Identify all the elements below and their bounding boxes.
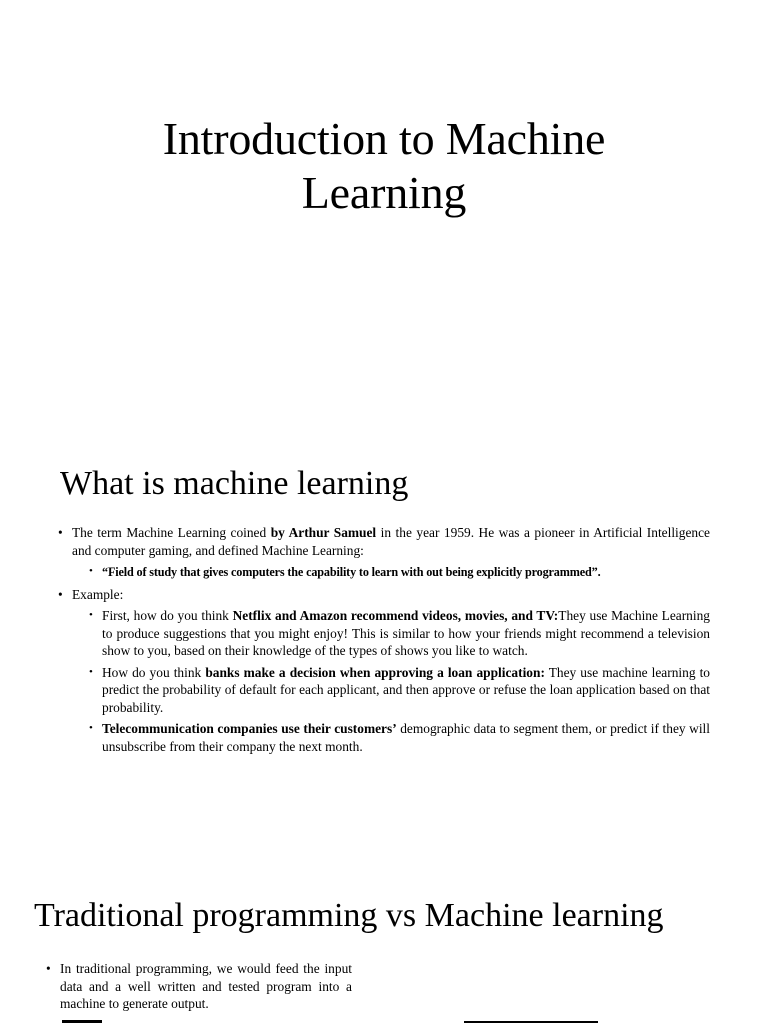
sub-bullet-banks [86, 664, 710, 717]
bullet-icon: • [89, 722, 93, 734]
title-line-2: Learning [301, 167, 467, 218]
sub-bullet-telecom [86, 720, 710, 755]
bullet-icon: • [46, 961, 51, 976]
text-run: They use machine learning to predict the probability of default for each applicant, and then approve or refuse the loan application based on that probability. [102, 664, 710, 715]
cut-off-diagram-fragment [464, 1021, 598, 1023]
title-slide [0, 0, 768, 430]
sub-bullet-netflix [86, 607, 710, 660]
bullet-label: Example: [72, 586, 124, 602]
bullet-text [72, 525, 710, 558]
text-run: First, how do you think [102, 608, 233, 623]
bullet-list [44, 960, 352, 1017]
text-run: How do you think [102, 664, 206, 680]
text-run: demographic data to segment them, or predict if they will unsubscribe from their company the next month. [102, 721, 710, 754]
text-bold: Telecommunication companies use their customers’ [102, 721, 397, 736]
text-bold: by Arthur Samuel [270, 525, 377, 540]
sub-bullet-list [72, 607, 710, 755]
bullet-text: In traditional programming, we would feed the input data and a well written and tested program into a machine to generate output. [60, 961, 352, 1011]
bullet-icon: • [89, 565, 93, 577]
slide-title [0, 112, 768, 220]
sub-bullet-list [72, 563, 710, 582]
cut-off-text-fragment [62, 1020, 102, 1023]
title-line-1: Introduction to Machine [162, 113, 606, 164]
what-is-ml-slide [0, 430, 768, 870]
text-run: in the year 1959. He was a pioneer in Artificial Intelligence and computer gaming, and defined Machine Learning: [72, 525, 710, 558]
text-run: The term Machine Learning coined [72, 525, 271, 540]
text-bold: Netflix and Amazon recommend videos, movies, and TV: [232, 608, 559, 623]
text-bold: banks make a decision when approving a loan application: [205, 664, 545, 680]
bullet-icon: • [89, 609, 93, 621]
slide-heading: What is machine learning [60, 465, 409, 502]
bullet-traditional [44, 960, 352, 1013]
slide-heading: Traditional programming vs Machine learning [34, 897, 664, 934]
traditional-vs-ml-slide [0, 870, 768, 1024]
quote-text: “Field of study that gives computers the capability to learn with out being explicitly programmed”. [102, 565, 601, 579]
bullet-example [56, 586, 710, 756]
bullet-icon: • [58, 586, 63, 602]
text-run: They use Machine Learning to produce suggestions that you might enjoy! This is similar to how your friends might recommend a television show to you, based on their knowledge of the types of shows you like to watch. [102, 608, 710, 658]
bullet-list [56, 524, 710, 759]
bullet-definition [56, 524, 710, 582]
bullet-icon: • [89, 665, 93, 678]
bullet-icon: • [58, 525, 63, 540]
sub-bullet-quote [86, 563, 710, 582]
